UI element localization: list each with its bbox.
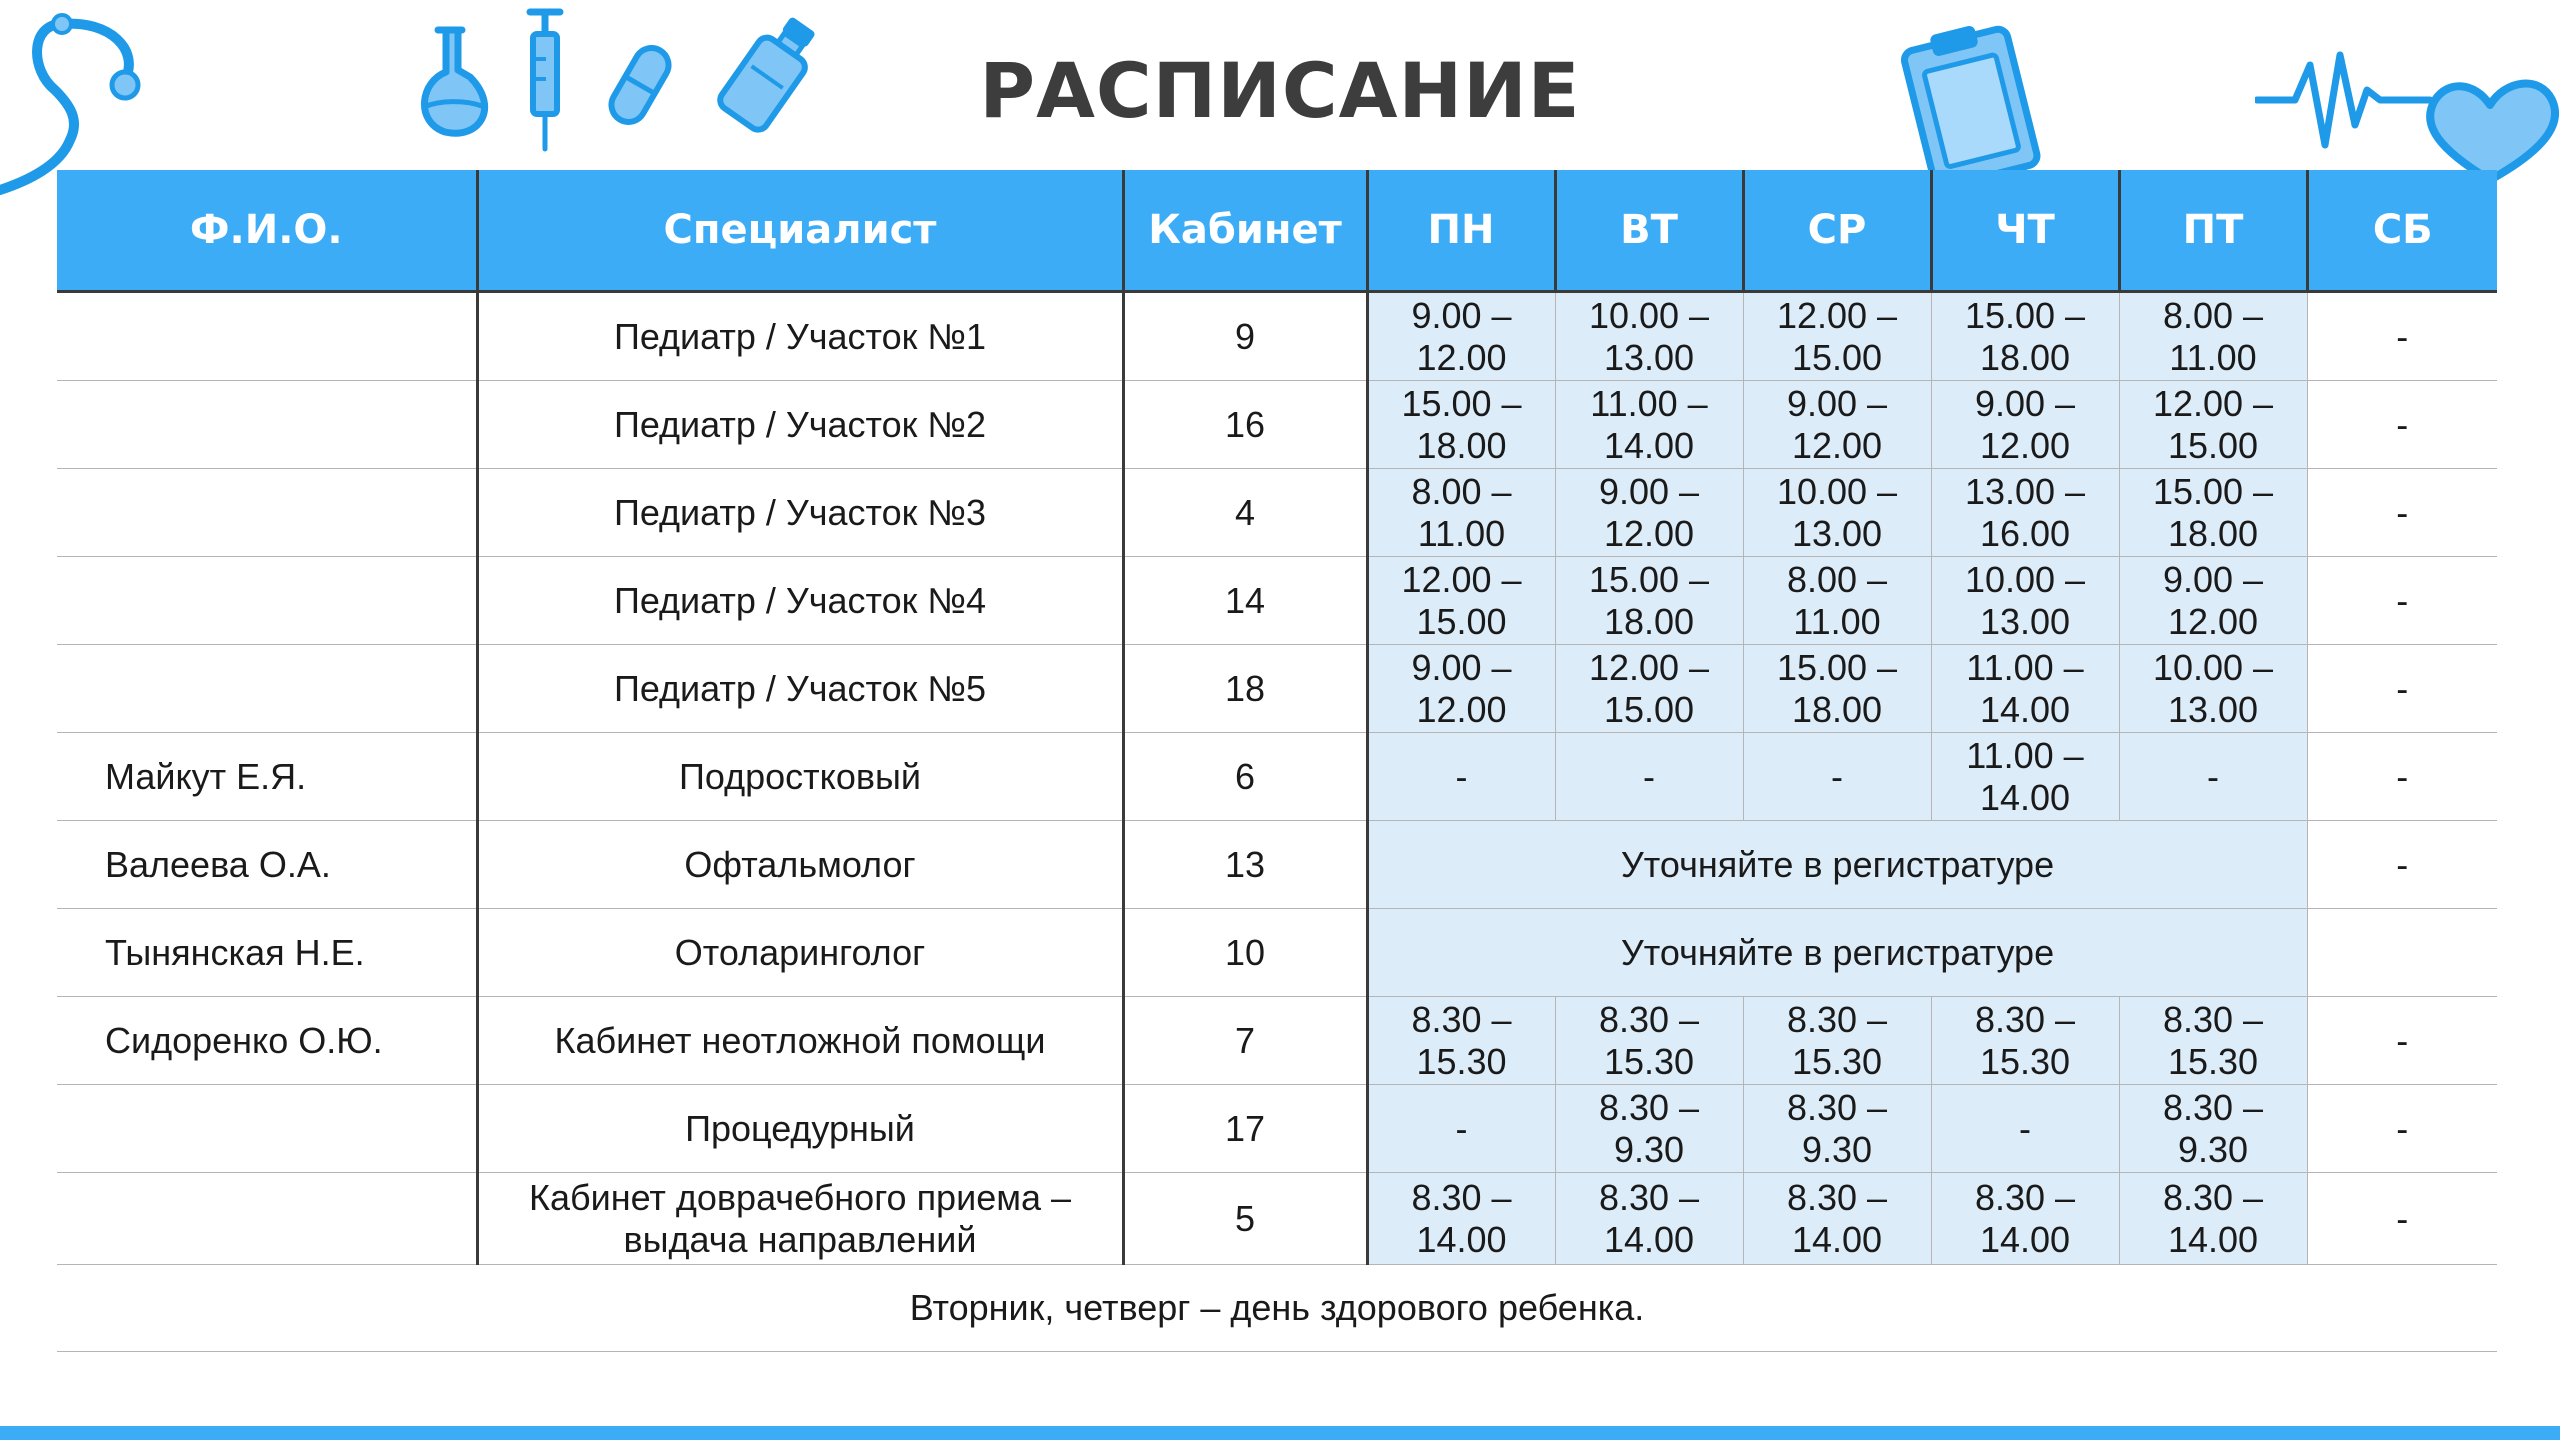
hours-cell-wed [1743, 733, 1931, 821]
specialist-line: выдача направлений [623, 1218, 977, 1260]
hours-line: 18.00 [1979, 336, 2071, 378]
hours-cell-tue [1555, 292, 1743, 381]
hours-cell-thu [1931, 645, 2119, 733]
hours-cell-mon [1367, 645, 1555, 733]
hours-line: 10.00 – [2152, 646, 2274, 688]
hours-cell-fri [2119, 997, 2307, 1085]
hours-cell-tue [1555, 1173, 1743, 1265]
hours-line: 14.00 [1979, 688, 2071, 730]
hours-line: 8.30 – [1411, 1176, 1512, 1218]
hours-line: 14.00 [1979, 1218, 2071, 1260]
hours-cell-fri [2119, 381, 2307, 469]
hours-line: 9.00 – [1598, 470, 1700, 512]
specialist-cell: Педиатр / Участок №3 [477, 469, 1123, 557]
header-room: Кабинет [1123, 170, 1367, 292]
hours-line: 8.30 – [2162, 1176, 2264, 1218]
hours-cell-sat [2307, 909, 2497, 997]
header-mon: ПН [1367, 170, 1555, 292]
hours-line: 8.00 – [1786, 558, 1888, 600]
hours-line: 12.00 – [1776, 294, 1898, 336]
hours-cell-sat: - [2307, 381, 2497, 469]
room-cell: 14 [1123, 557, 1367, 645]
doctor-name-cell: Сидоренко О.Ю. [57, 997, 477, 1085]
hours-cell-wed [1743, 557, 1931, 645]
hours-line: 15.30 [1791, 1040, 1883, 1082]
hours-line: 12.00 – [2152, 382, 2274, 424]
table-row [57, 1085, 2497, 1173]
hours-line: 8.30 – [1411, 998, 1512, 1040]
hours-cell-sat: - [2307, 645, 2497, 733]
hours-line: 14.00 [2167, 1218, 2259, 1260]
hours-line: 12.00 – [1401, 558, 1522, 600]
hours-line: 8.30 – [1598, 1086, 1700, 1128]
hours-line: 10.00 – [1776, 470, 1898, 512]
hours-cell-fri [2119, 645, 2307, 733]
hours-cell-thu [1931, 557, 2119, 645]
footer-note: Вторник, четверг – день здорового ребенка. [57, 1265, 2497, 1352]
room-cell: 10 [1123, 909, 1367, 997]
hours-line: 8.30 – [1974, 998, 2076, 1040]
hours-line: 11.00 [2169, 336, 2257, 378]
hours-line: 12.00 – [1588, 646, 1710, 688]
hours-cell-mon [1367, 997, 1555, 1085]
header-fri: ПТ [2119, 170, 2307, 292]
hours-cell-fri [2119, 733, 2307, 821]
hours-cell-thu [1931, 733, 2119, 821]
hours-line: 13.00 [2167, 688, 2259, 730]
schedule-table [57, 170, 2497, 1352]
hours-line: 15.00 – [2152, 470, 2274, 512]
merged-days-cell: Уточняйте в регистратуре [1367, 821, 2307, 909]
hours-line: 15.30 [1416, 1040, 1507, 1082]
table-row [57, 292, 2497, 381]
hours-cell-thu [1931, 997, 2119, 1085]
hours-line: - [1643, 755, 1655, 797]
room-cell: 13 [1123, 821, 1367, 909]
hours-line: 11.00 – [1966, 646, 2084, 688]
hours-line: 8.30 – [1786, 998, 1888, 1040]
hours-cell-sat: - [2307, 292, 2497, 381]
header-sat: СБ [2307, 170, 2497, 292]
hours-line: 12.00 [1416, 336, 1507, 378]
hours-cell-tue [1555, 733, 1743, 821]
doctor-name-cell [57, 381, 477, 469]
hours-line: 18.00 [1416, 424, 1507, 466]
hours-line: 12.00 [1791, 424, 1883, 466]
hours-cell-sat: - [2307, 1173, 2497, 1265]
hours-line: 11.00 – [1590, 382, 1708, 424]
hours-line: 8.30 – [2162, 998, 2264, 1040]
table-row [57, 997, 2497, 1085]
room-cell: 17 [1123, 1085, 1367, 1173]
hours-cell-sat: - [2307, 733, 2497, 821]
hours-cell-wed [1743, 645, 1931, 733]
hours-cell-tue [1555, 645, 1743, 733]
hours-line: 16.00 [1979, 512, 2071, 554]
room-cell: 18 [1123, 645, 1367, 733]
table-row [57, 381, 2497, 469]
specialist-cell: Подростковый [477, 733, 1123, 821]
hours-line: 8.30 – [1786, 1086, 1888, 1128]
hours-cell-mon [1367, 1173, 1555, 1265]
hours-line: 14.00 [1603, 1218, 1695, 1260]
hours-line: 18.00 [1603, 600, 1695, 642]
room-cell: 7 [1123, 997, 1367, 1085]
hours-line: 13.00 – [1964, 470, 2086, 512]
table-header-row [57, 170, 2497, 292]
hours-line: 14.00 [1791, 1218, 1883, 1260]
hours-line: 9.00 – [1786, 382, 1888, 424]
hours-line: 15.30 [1979, 1040, 2071, 1082]
hours-cell-thu [1931, 469, 2119, 557]
hours-cell-fri [2119, 292, 2307, 381]
hours-cell-mon [1367, 557, 1555, 645]
table-row [57, 645, 2497, 733]
hours-line: 8.30 – [1786, 1176, 1888, 1218]
hours-cell-mon [1367, 292, 1555, 381]
room-cell: 9 [1123, 292, 1367, 381]
hours-line: 15.00 – [1964, 294, 2086, 336]
room-cell: 5 [1123, 1173, 1367, 1265]
hours-cell-tue [1555, 997, 1743, 1085]
hours-line: 9.00 – [1411, 294, 1512, 336]
hours-cell-wed [1743, 1085, 1931, 1173]
hours-line: 8.00 – [2162, 294, 2264, 336]
hours-line: 8.30 – [2162, 1086, 2264, 1128]
specialist-cell [477, 1173, 1123, 1265]
hours-line: 8.30 – [1598, 998, 1700, 1040]
table-row [57, 821, 2497, 909]
hours-line: 14.00 [1979, 776, 2071, 818]
specialist-cell: Педиатр / Участок №4 [477, 557, 1123, 645]
hours-line: - [2207, 755, 2219, 797]
bottom-bar [0, 1426, 2560, 1440]
hours-line: 15.00 [2167, 424, 2259, 466]
hours-line: - [1455, 1107, 1468, 1149]
hours-line: 9.00 – [2162, 558, 2264, 600]
hours-cell-mon [1367, 469, 1555, 557]
hours-line: 12.00 [1979, 424, 2071, 466]
specialist-cell: Педиатр / Участок №2 [477, 381, 1123, 469]
hours-line: 9.00 – [1411, 646, 1512, 688]
doctor-name-cell: Тынянская Н.Е. [57, 909, 477, 997]
hours-line: 13.00 [1603, 336, 1695, 378]
hours-cell-wed [1743, 469, 1931, 557]
room-cell: 16 [1123, 381, 1367, 469]
hours-line: 9.30 [1801, 1128, 1873, 1170]
specialist-cell: Процедурный [477, 1085, 1123, 1173]
hours-line: 12.00 [1603, 512, 1695, 554]
hours-line: 15.30 [1603, 1040, 1695, 1082]
doctor-name-cell [57, 469, 477, 557]
hours-line: 11.00 [1417, 512, 1506, 554]
doctor-name-cell [57, 292, 477, 381]
hours-line: 10.00 – [1964, 558, 2086, 600]
doctor-name-cell [57, 557, 477, 645]
hours-line: 15.00 [1791, 336, 1883, 378]
header-specialist: Специалист [477, 170, 1123, 292]
hours-line: 12.00 [2167, 600, 2259, 642]
doctor-name-cell: Майкут Е.Я. [57, 733, 477, 821]
hours-line: - [1831, 755, 1843, 797]
page-title: РАСПИСАНИЕ [979, 46, 1581, 135]
hours-cell-wed [1743, 1173, 1931, 1265]
hours-line: 12.00 [1416, 688, 1507, 730]
hours-cell-thu [1931, 1085, 2119, 1173]
hours-cell-tue [1555, 1085, 1743, 1173]
doctor-name-cell: Валеева О.А. [57, 821, 477, 909]
hours-cell-sat: - [2307, 997, 2497, 1085]
hours-cell-sat: - [2307, 821, 2497, 909]
hours-line: 15.00 – [1588, 558, 1710, 600]
header-tue: ВТ [1555, 170, 1743, 292]
hours-cell-fri [2119, 1173, 2307, 1265]
merged-days-cell: Уточняйте в регистратуре [1367, 909, 2307, 997]
specialist-cell: Педиатр / Участок №1 [477, 292, 1123, 381]
hours-cell-wed [1743, 292, 1931, 381]
hours-cell-thu [1931, 1173, 2119, 1265]
hours-line: 14.00 [1416, 1218, 1507, 1260]
hours-line: 15.00 – [1401, 382, 1522, 424]
doctor-name-cell [57, 645, 477, 733]
hours-line: 18.00 [2167, 512, 2259, 554]
header-thu: ЧТ [1931, 170, 2119, 292]
hours-cell-tue [1555, 557, 1743, 645]
specialist-cell: Отоларинголог [477, 909, 1123, 997]
specialist-line: Кабинет доврачебного приема – [528, 1176, 1072, 1218]
hours-line: - [2019, 1107, 2031, 1149]
header-wed: СР [1743, 170, 1931, 292]
hours-cell-mon [1367, 1085, 1555, 1173]
hours-line: 15.00 – [1776, 646, 1898, 688]
hours-cell-sat: - [2307, 469, 2497, 557]
doctor-name-cell [57, 1085, 477, 1173]
room-cell: 6 [1123, 733, 1367, 821]
hours-cell-thu [1931, 381, 2119, 469]
hours-line: 11.00 – [1966, 734, 2084, 776]
specialist-cell: Офтальмолог [477, 821, 1123, 909]
table-row [57, 469, 2497, 557]
hours-line: 15.30 [2167, 1040, 2259, 1082]
hours-cell-tue [1555, 469, 1743, 557]
table-row [57, 557, 2497, 645]
footer-row [57, 1265, 2497, 1352]
table-row [57, 909, 2497, 997]
table-row [57, 1173, 2497, 1265]
hours-cell-sat: - [2307, 1085, 2497, 1173]
hours-cell-tue [1555, 381, 1743, 469]
table-row [57, 733, 2497, 821]
hours-line: 11.00 [1793, 600, 1881, 642]
hours-line: 15.00 [1416, 600, 1507, 642]
hours-line: 9.30 [2177, 1128, 2249, 1170]
hours-cell-fri [2119, 1085, 2307, 1173]
header-name: Ф.И.О. [57, 170, 477, 292]
hours-line: - [1455, 755, 1468, 797]
hours-line: 10.00 – [1588, 294, 1710, 336]
table-body [57, 292, 2497, 1265]
hours-line: 8.30 – [1974, 1176, 2076, 1218]
hours-line: 13.00 [1979, 600, 2071, 642]
hours-line: 15.00 [1603, 688, 1695, 730]
specialist-cell: Кабинет неотложной помощи [477, 997, 1123, 1085]
hours-cell-fri [2119, 469, 2307, 557]
room-cell: 4 [1123, 469, 1367, 557]
specialist-cell: Педиатр / Участок №5 [477, 645, 1123, 733]
hours-cell-thu [1931, 292, 2119, 381]
hours-line: 8.00 – [1411, 470, 1512, 512]
hours-cell-wed [1743, 997, 1931, 1085]
doctor-name-cell [57, 1173, 477, 1265]
hours-line: 9.00 – [1974, 382, 2076, 424]
hours-line: 8.30 – [1598, 1176, 1700, 1218]
hours-cell-sat: - [2307, 557, 2497, 645]
hours-cell-wed [1743, 381, 1931, 469]
hours-cell-mon [1367, 733, 1555, 821]
hours-line: 9.30 [1613, 1128, 1685, 1170]
hours-cell-fri [2119, 557, 2307, 645]
hours-line: 18.00 [1791, 688, 1883, 730]
hours-line: 13.00 [1791, 512, 1883, 554]
hours-line: 14.00 [1603, 424, 1695, 466]
hours-cell-mon [1367, 381, 1555, 469]
